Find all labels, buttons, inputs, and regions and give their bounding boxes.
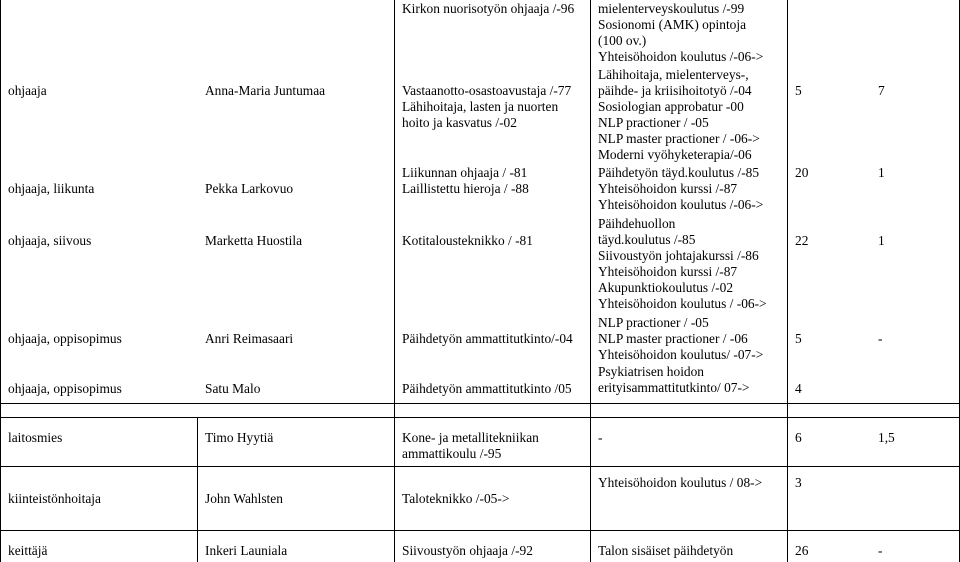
further-training-cell: Yhteisöhoidon koulutus / 08->	[598, 475, 763, 490]
education-line: Laillistettu hieroja / -88	[402, 181, 529, 196]
education-cell: Taloteknikko /-05->	[402, 491, 510, 506]
years-cell: 6	[795, 430, 802, 445]
further-training-line: Moderni vyöhyketerapia/-06	[598, 147, 752, 162]
further-training-line: Sosionomi (AMK) opintoja	[598, 17, 747, 32]
name-cell: Pekka Larkovuo	[205, 181, 294, 196]
further-training-cell	[598, 165, 763, 213]
further-training-cell	[598, 1, 763, 65]
education-cell	[402, 1, 574, 17]
education-line: ammattikoulu /-95	[402, 446, 502, 461]
further-training-line: erityisammattitutkinto/ 07->	[598, 380, 750, 395]
role-cell: laitosmies	[8, 430, 63, 445]
further-training-line: päihde- ja kriisihoitotyö /-04	[598, 83, 752, 98]
further-training-line: Akupunktiokoulutus /-02	[598, 280, 734, 295]
name-cell: Anna-Maria Juntumaa	[205, 83, 326, 98]
education-line: Liikunnan ohjaaja / -81	[402, 165, 528, 180]
table-top-rule	[0, 417, 960, 418]
further-training-cell	[598, 67, 760, 163]
further-training-line: Yhteisöhoidon koulutus /-06->	[598, 49, 764, 64]
further-training-line: Yhteisöhoidon kurssi /-87	[598, 181, 738, 196]
further-training-line: Yhteisöhoidon koulutus / -06->	[598, 296, 767, 311]
education-cell: Siivoustyön ohjaaja /-92	[402, 543, 533, 558]
further-training-line: Lähihoitaja, mielenterveys-,	[598, 67, 749, 82]
years-cell: 5	[795, 83, 802, 98]
table-bottom-rule	[0, 403, 960, 404]
education-line: hoito ja kasvatus /-02	[402, 115, 517, 130]
years-cell: 5	[795, 331, 802, 346]
count-cell: 1	[878, 233, 885, 248]
count-cell: -	[878, 331, 883, 346]
column-rule	[197, 417, 198, 562]
role-cell: ohjaaja, liikunta	[8, 181, 95, 196]
further-training-line: Sosiologian approbatur -00	[598, 99, 744, 114]
education-cell	[402, 83, 571, 131]
further-training-line: mielenterveyskoulutus /-99	[598, 1, 745, 16]
further-training-line: Päihdehuollon	[598, 216, 676, 231]
years-cell: 3	[795, 475, 802, 490]
column-rule	[787, 0, 788, 562]
further-training-line: täyd.koulutus /-85	[598, 232, 696, 247]
role-cell: ohjaaja, siivous	[8, 233, 92, 248]
education-line: Lähihoitaja, lasten ja nuorten	[402, 99, 559, 114]
education-line: Vastaanotto-osastoavustaja /-77	[402, 83, 572, 98]
further-training-line: NLP practioner / -05	[598, 115, 709, 130]
years-cell: 4	[795, 381, 802, 396]
further-training-line: Yhteisöhoidon kurssi /-87	[598, 264, 738, 279]
further-training-line: NLP practioner / -05	[598, 315, 709, 330]
further-training-cell: Talon sisäiset päihdetyön	[598, 543, 734, 558]
column-rule	[0, 0, 1, 562]
education-cell: Päihdetyön ammattitutkinto /05	[402, 381, 572, 396]
further-training-cell	[598, 315, 763, 363]
name-cell: Timo Hyytiä	[205, 430, 274, 445]
column-rule	[394, 0, 395, 562]
name-cell: Inkeri Launiala	[205, 543, 288, 558]
name-cell: Satu Malo	[205, 381, 261, 396]
count-cell: -	[878, 543, 883, 558]
education-line: Kone- ja metallitekniikan	[402, 430, 539, 445]
education-cell: Kotitalousteknikko / -81	[402, 233, 533, 248]
further-training-cell: -	[598, 430, 603, 445]
role-cell: kiinteistönhoitaja	[8, 491, 101, 506]
further-training-cell	[598, 216, 767, 312]
name-cell: John Wahlsten	[205, 491, 283, 506]
row-rule	[0, 466, 960, 467]
further-training-line: Psykiatrisen hoidon	[598, 364, 705, 379]
role-cell: keittäjä	[8, 543, 48, 558]
count-cell: 1,5	[878, 430, 895, 445]
years-cell: 20	[795, 165, 809, 180]
role-cell: ohjaaja	[8, 83, 47, 98]
role-cell: ohjaaja, oppisopimus	[8, 381, 122, 396]
further-training-line: Päihdetyön täyd.koulutus /-85	[598, 165, 760, 180]
further-training-cell	[598, 364, 749, 396]
education-cell: Päihdetyön ammattitutkinto/-04	[402, 331, 573, 346]
further-training-line: Siivoustyön johtajakurssi /-86	[598, 248, 759, 263]
years-cell: 26	[795, 543, 809, 558]
further-training-line: (100 ov.)	[598, 33, 647, 48]
further-training-line: Yhteisöhoidon koulutus/ -07->	[598, 347, 764, 362]
further-training-line: NLP master practioner / -06	[598, 331, 748, 346]
further-training-line: NLP master practioner / -06->	[598, 131, 760, 146]
education-cell	[402, 165, 529, 197]
education-line: Kirkon nuorisotyön ohjaaja /-96	[402, 1, 575, 16]
education-cell	[402, 430, 539, 462]
row-rule	[0, 530, 960, 531]
column-rule	[590, 0, 591, 562]
years-cell: 22	[795, 233, 809, 248]
name-cell: Marketta Huostila	[205, 233, 303, 248]
name-cell: Anri Reimasaari	[205, 331, 294, 346]
further-training-line: Yhteisöhoidon koulutus /-06->	[598, 197, 764, 212]
role-cell: ohjaaja, oppisopimus	[8, 331, 122, 346]
count-cell: 1	[878, 165, 885, 180]
count-cell: 7	[878, 83, 885, 98]
